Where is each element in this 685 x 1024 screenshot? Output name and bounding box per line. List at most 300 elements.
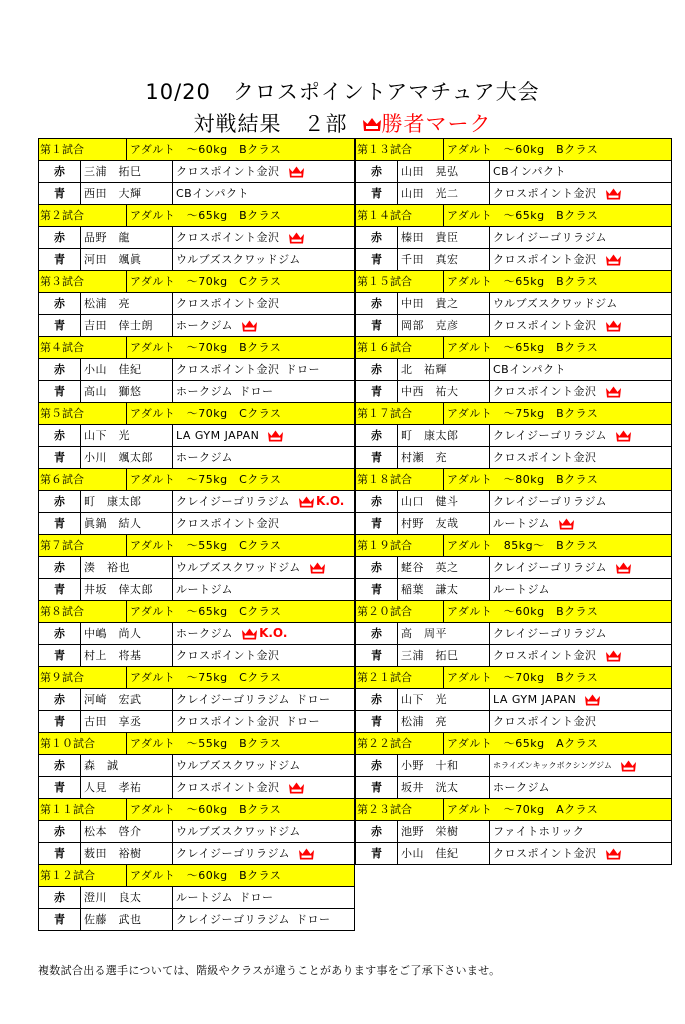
match-header [39,667,354,689]
gym-cell [490,711,671,732]
match-header [356,733,671,755]
gym-name: クレイジーゴリラジム [176,913,291,926]
red-corner-row [39,689,354,711]
gym-name: クロスポイント金沢 [493,385,597,398]
fighter-name: 小山 佳紀 [81,359,173,380]
fighter-name: 村野 友哉 [398,513,490,534]
result-note: ドロー [239,891,274,904]
crown-icon [605,650,622,662]
match-block [355,469,672,535]
fighter-name: 品野 龍 [81,227,173,248]
left-column [38,138,355,931]
gym-name: ホークジム [176,627,234,640]
crown-icon [241,320,258,332]
match-header [39,733,354,755]
gym-cell [173,909,354,930]
match-class: アダルト ～60kg Bクラス [130,803,282,816]
match-header [356,469,671,491]
blue-corner-label: 青 [39,315,81,336]
red-corner-row [356,425,671,447]
match-class: アダルト ～70kg Bクラス [130,341,282,354]
match-header [356,205,671,227]
blue-corner-label: 青 [356,645,398,666]
red-corner-label: 赤 [39,425,81,446]
red-corner-row [39,755,354,777]
red-corner-row [39,359,354,381]
red-corner-label: 赤 [356,161,398,182]
gym-name: クロスポイント金沢 [176,363,280,376]
gym-name: クレイジーゴリラジム [493,561,608,574]
blue-corner-label: 青 [356,711,398,732]
match-class: アダルト ～65kg Bクラス [447,275,599,288]
match-class: アダルト ～65kg Bクラス [447,341,599,354]
red-corner-label: 赤 [39,557,81,578]
result-note: ドロー [285,363,320,376]
gym-cell [490,491,671,512]
red-corner-row [39,887,354,909]
fighter-name: 高山 獅悠 [81,381,173,402]
match-block [355,667,672,733]
fighter-name: 中田 貴之 [398,293,490,314]
gym-cell [173,579,354,600]
fighter-name: 山田 光二 [398,183,490,204]
gym-cell [490,623,671,644]
red-corner-row [356,689,671,711]
crown-icon [558,518,575,530]
blue-corner-row [356,645,671,667]
match-class: アダルト ～60kg Bクラス [130,869,282,882]
blue-corner-row [356,183,671,205]
red-corner-row [39,623,354,645]
gym-name: クレイジーゴリラジム [493,627,608,640]
blue-corner-label: 青 [356,579,398,600]
blue-corner-row [356,447,671,469]
gym-cell [173,425,354,446]
match-number: 第１試合 [39,139,127,160]
fighter-name: 河田 颯眞 [81,249,173,270]
match-class: アダルト ～80kg Bクラス [447,473,599,486]
blue-corner-label: 青 [39,249,81,270]
fighter-name: 中西 祐大 [398,381,490,402]
fighter-name: 村上 将基 [81,645,173,666]
blue-corner-label: 青 [39,579,81,600]
gym-name: ウルブズスクワッドジム [176,825,301,838]
match-class: アダルト ～65kg Aクラス [447,737,599,750]
fighter-name: 山下 光 [398,689,490,710]
fighter-name: 人見 孝祐 [81,777,173,798]
gym-name: CBインパクト [176,187,249,200]
red-corner-label: 赤 [356,359,398,380]
gym-cell [490,513,671,534]
match-class: アダルト ～60kg Bクラス [130,143,282,156]
match-number: 第１４試合 [356,205,444,226]
gym-cell [490,821,671,842]
match-number: 第６試合 [39,469,127,490]
red-corner-label: 赤 [356,623,398,644]
gym-cell [490,755,671,776]
match-number: 第２試合 [39,205,127,226]
gym-cell [490,557,671,578]
red-corner-row [356,557,671,579]
gym-cell [490,843,671,864]
crown-icon [605,320,622,332]
match-class: アダルト ～75kg Cクラス [130,671,282,684]
right-column [355,138,672,865]
winner-legend [362,112,492,136]
blue-corner-label: 青 [39,183,81,204]
match-block [355,535,672,601]
gym-cell [490,227,671,248]
gym-name: クレイジーゴリラジム [176,847,291,860]
gym-cell [173,645,354,666]
blue-corner-label: 青 [356,381,398,402]
gym-cell [490,579,671,600]
match-number: 第１２試合 [39,865,127,886]
gym-name: クロスポイント金沢 [493,319,597,332]
match-block [38,733,355,799]
fighter-name: 稲葉 謙太 [398,579,490,600]
blue-corner-row [39,183,354,205]
red-corner-label: 赤 [356,293,398,314]
match-class: アダルト ～75kg Bクラス [447,407,599,420]
red-corner-row [356,161,671,183]
fighter-name: 山口 健斗 [398,491,490,512]
match-header [356,337,671,359]
match-header [39,601,354,623]
blue-corner-row [39,513,354,535]
fighter-name: 山田 晃弘 [398,161,490,182]
gym-cell [173,887,354,908]
fighter-name: 村瀬 充 [398,447,490,468]
fighter-name: 古田 享丞 [81,711,173,732]
match-block [355,733,672,799]
gym-name: クレイジーゴリラジム [176,693,291,706]
result-note: ドロー [239,385,274,398]
fighter-name: 町 康太郎 [398,425,490,446]
fighter-name: 中嶋 尚人 [81,623,173,644]
match-number: 第１６試合 [356,337,444,358]
gym-name: ルートジム [493,517,551,530]
match-class: アダルト ～70kg Cクラス [130,275,282,288]
gym-cell [173,821,354,842]
blue-corner-label: 青 [356,315,398,336]
gym-cell [490,689,671,710]
red-corner-row [39,425,354,447]
gym-cell [173,183,354,204]
match-class: アダルト ～70kg Cクラス [130,407,282,420]
crown-icon [605,386,622,398]
blue-corner-row [39,579,354,601]
gym-name: クレイジーゴリラジム [176,495,291,508]
match-block [355,403,672,469]
fighter-name: 山下 光 [81,425,173,446]
match-header [39,139,354,161]
blue-corner-row [356,249,671,271]
blue-corner-row [39,645,354,667]
gym-cell [173,843,354,864]
gym-cell [173,315,354,336]
match-class: アダルト ～65kg Bクラス [447,209,599,222]
red-corner-row [356,227,671,249]
red-corner-label: 赤 [39,755,81,776]
gym-cell [173,359,354,380]
gym-name: クロスポイント金沢 [493,649,597,662]
match-block [38,403,355,469]
blue-corner-row [39,843,354,865]
blue-corner-row [356,315,671,337]
blue-corner-label: 青 [39,843,81,864]
fighter-name: 松浦 亮 [81,293,173,314]
match-block [38,865,355,931]
fighter-name: 池野 栄樹 [398,821,490,842]
gym-cell [490,359,671,380]
blue-corner-label: 青 [39,513,81,534]
gym-cell [173,491,354,512]
fighter-name: 松本 啓介 [81,821,173,842]
match-header [39,469,354,491]
gym-name: クロスポイント金沢 [493,187,597,200]
gym-cell [173,777,354,798]
crown-icon [605,848,622,860]
red-corner-label: 赤 [39,161,81,182]
gym-name: ウルブズスクワッドジム [176,561,301,574]
gym-name: クレイジーゴリラジム [493,231,608,244]
fighter-name: 小山 佳紀 [398,843,490,864]
gym-name: クロスポイント金沢 [176,165,280,178]
match-class: アダルト 85kg～ Bクラス [447,539,599,552]
fighter-name: 榛田 貴臣 [398,227,490,248]
gym-name: クロスポイント金沢 [493,253,597,266]
gym-cell [490,447,671,468]
red-corner-label: 赤 [356,491,398,512]
page-title: 10/20 クロスポイントアマチュア大会 [145,80,540,104]
gym-cell [173,557,354,578]
gym-name: ルートジム [493,583,551,596]
blue-corner-row [39,381,354,403]
red-corner-label: 赤 [356,425,398,446]
gym-name: ファイトホリック [493,825,585,838]
red-corner-label: 赤 [39,359,81,380]
red-corner-row [356,755,671,777]
gym-cell [173,447,354,468]
match-block [38,337,355,403]
match-class: アダルト ～75kg Cクラス [130,473,282,486]
gym-cell [173,689,354,710]
blue-corner-label: 青 [356,249,398,270]
ko-badge: K.O. [316,494,345,508]
gym-name: ホークジム [176,385,234,398]
red-corner-label: 赤 [356,821,398,842]
fighter-name: 三浦 拓巳 [398,645,490,666]
crown-icon [362,113,382,128]
fighter-name: 松浦 亮 [398,711,490,732]
fighter-name: 眞鍋 結人 [81,513,173,534]
gym-name: ホークジム [493,781,551,794]
gym-name: クロスポイント金沢 [176,715,280,728]
fighter-name: 森 誠 [81,755,173,776]
red-corner-label: 赤 [39,227,81,248]
match-block [38,799,355,865]
match-number: 第１１試合 [39,799,127,820]
match-number: 第１９試合 [356,535,444,556]
crown-icon [288,232,305,244]
red-corner-row [39,227,354,249]
crown-icon [241,628,258,640]
gym-cell [490,777,671,798]
match-block [38,205,355,271]
blue-corner-label: 青 [356,183,398,204]
gym-name: クロスポイント金沢 [176,297,280,310]
red-corner-label: 赤 [39,821,81,842]
blue-corner-row [356,843,671,865]
gym-name: ウルブズスクワッドジム [176,759,301,772]
red-corner-row [39,557,354,579]
red-corner-row [356,359,671,381]
fighter-name: 小川 颯太郎 [81,447,173,468]
match-header [39,271,354,293]
blue-corner-row [39,909,354,931]
blue-corner-label: 青 [39,381,81,402]
gym-cell [490,161,671,182]
match-class: アダルト ～70kg Aクラス [447,803,599,816]
crown-icon [288,782,305,794]
match-block [355,205,672,271]
match-number: 第８試合 [39,601,127,622]
match-header [39,865,354,887]
match-header [356,535,671,557]
blue-corner-label: 青 [356,447,398,468]
gym-name: ホークジム [176,319,234,332]
gym-name: ウルブズスクワッドジム [176,253,301,266]
blue-corner-label: 青 [39,777,81,798]
gym-cell [173,161,354,182]
red-corner-label: 赤 [356,227,398,248]
match-number: 第１８試合 [356,469,444,490]
fighter-name: 蛯谷 英之 [398,557,490,578]
crown-icon [615,430,632,442]
gym-name: クロスポイント金沢 [493,715,597,728]
match-number: 第２３試合 [356,799,444,820]
red-corner-row [356,293,671,315]
match-header [356,403,671,425]
match-header [356,799,671,821]
gym-name: クレイジーゴリラジム [493,429,608,442]
blue-corner-row [39,777,354,799]
gym-name: クロスポイント金沢 [493,451,597,464]
fighter-name: 湊 裕也 [81,557,173,578]
match-number: 第２２試合 [356,733,444,754]
crown-icon [605,188,622,200]
red-corner-row [356,623,671,645]
red-corner-label: 赤 [356,689,398,710]
fighter-name: 薮田 裕樹 [81,843,173,864]
crown-icon [298,496,315,508]
fighter-name: 西田 大輝 [81,183,173,204]
blue-corner-label: 青 [356,513,398,534]
blue-corner-row [356,711,671,733]
gym-name: クロスポイント金沢 [493,847,597,860]
red-corner-row [356,821,671,843]
blue-corner-label: 青 [356,843,398,864]
red-corner-label: 赤 [39,887,81,908]
match-class: アダルト ～55kg Cクラス [130,539,282,552]
blue-corner-row [356,381,671,403]
match-number: 第１３試合 [356,139,444,160]
match-class: アダルト ～60kg Bクラス [447,143,599,156]
match-class: アダルト ～60kg Bクラス [447,605,599,618]
blue-corner-label: 青 [39,447,81,468]
match-header [356,139,671,161]
gym-name: ウルブズスクワッドジム [493,297,618,310]
gym-name: クレイジーゴリラジム [493,495,608,508]
blue-corner-row [356,513,671,535]
match-number: 第４試合 [39,337,127,358]
gym-cell [173,755,354,776]
gym-cell [173,513,354,534]
fighter-name: 佐藤 武也 [81,909,173,930]
page-subtitle [0,108,685,138]
gym-cell [490,645,671,666]
match-number: 第１０試合 [39,733,127,754]
crown-icon [584,694,601,706]
match-block [38,469,355,535]
gym-name: LA GYM JAPAN [493,693,577,706]
match-class: アダルト ～70kg Bクラス [447,671,599,684]
blue-corner-row [356,777,671,799]
match-block [355,799,672,865]
blue-corner-row [39,249,354,271]
red-corner-label: 赤 [356,557,398,578]
gym-name: クロスポイント金沢 [176,781,280,794]
match-header [356,667,671,689]
ko-badge: K.O. [259,626,288,640]
fighter-name: 高 周平 [398,623,490,644]
match-class: アダルト ～65kg Cクラス [130,605,282,618]
red-corner-row [39,293,354,315]
crown-icon [620,760,637,772]
gym-cell [173,381,354,402]
match-number: 第２１試合 [356,667,444,688]
match-block [38,535,355,601]
match-number: 第１５試合 [356,271,444,292]
fighter-name: 澄川 良太 [81,887,173,908]
fighter-name: 町 康太郎 [81,491,173,512]
red-corner-label: 赤 [356,755,398,776]
gym-name: クロスポイント金沢 [176,231,280,244]
footer-note: 複数試合出る選手については、階級やクラスが違うことがあります事をご了承下さいませ。 [38,964,501,977]
match-block [355,337,672,403]
match-header [39,535,354,557]
gym-cell [490,249,671,270]
match-class: アダルト ～65kg Bクラス [130,209,282,222]
match-number: 第５試合 [39,403,127,424]
gym-cell [490,315,671,336]
result-note: ドロー [296,693,331,706]
blue-corner-row [39,711,354,733]
gym-name: クロスポイント金沢 [176,517,280,530]
match-block [355,601,672,667]
gym-cell [490,183,671,204]
gym-cell [490,425,671,446]
gym-cell [173,227,354,248]
match-block [38,667,355,733]
match-block [38,271,355,337]
blue-corner-row [39,447,354,469]
gym-name: CBインパクト [493,165,566,178]
red-corner-label: 赤 [39,623,81,644]
match-header [39,403,354,425]
red-corner-label: 赤 [39,689,81,710]
